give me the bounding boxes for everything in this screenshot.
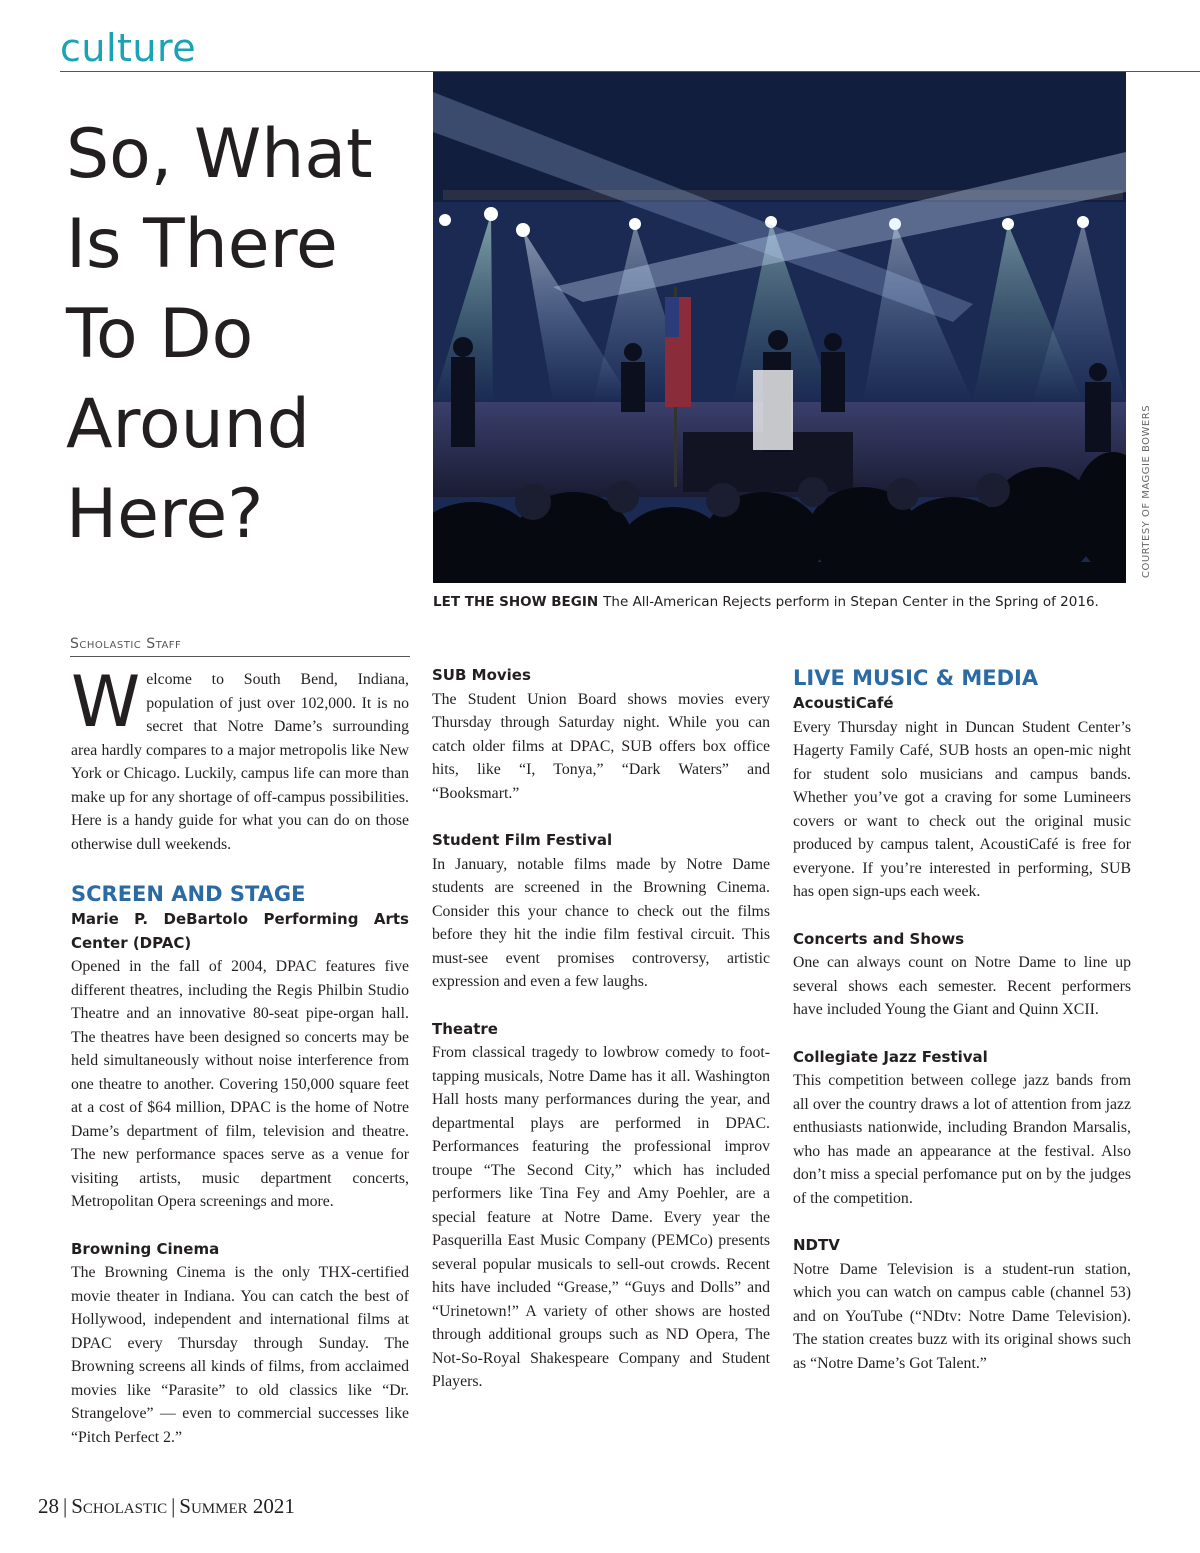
headline-line: Around	[66, 385, 310, 464]
paragraph-acousticafe: Every Thursday night in Duncan Student Center’s Hagerty Family Café, SUB hosts an open-mic night for student solo musicians and campus bands. Whether you’ve got a craving for some Lumineers covers or want to check out the original music produced by campus talent, AcoustiCafé is free for everyone. If you’re interested in performing, SUB has open sign-ups each week.	[793, 718, 1131, 900]
column-1	[71, 661, 409, 1449]
byline: Scholastic Staff	[70, 636, 410, 657]
subheading-sub-movies: SUB Movies	[432, 666, 531, 684]
page-footer: 28 | Scholastic | Summer 2021	[38, 1494, 295, 1518]
subheading-acousticafe: AcoustiCafé	[793, 694, 894, 712]
caption-text: The All-American Rejects perform in Stepan Center in the Spring of 2016.	[603, 594, 1099, 610]
paragraph-theatre: From classical tragedy to lowbrow comedy to foot-tapping musicals, Notre Dame has it all. Washington Hall hosts many performances during the year, and departmental plays are performed in DPAC. Performances featuring the professional improv troupe “The Second City,” which has included performers like Tina Fey and Amy Poehler, are a special feature at Notre Dame. Every year the Pasquerilla East Music Company (PEMCo) presents several popular musicals to sell-out crowds. Recent hits have included “Grease,” “Guys and Dolls” and “Urinetown!” A variety of other shows are hosted through additional groups such as ND Opera, The Not-So-Royal Shakespeare Company and Student Players.	[432, 1044, 770, 1390]
headline-line: Is There	[66, 205, 338, 284]
subheading-concerts: Concerts and Shows	[793, 929, 965, 948]
intro-text: elcome to South Bend, Indiana, population of just over 102,000. It is no secret that Notre Dame’s surrounding area hardly compares to a major metropolis like New York or Chicago. Luckily, campus life can more than make up for any shortage of off-campus possibilities. Here is a handy guide for what you can do on those otherwise dull weekends.	[71, 671, 409, 853]
issue-name: Summer 2021	[179, 1494, 295, 1518]
section-label: culture	[60, 26, 197, 70]
drop-cap: W	[71, 661, 141, 743]
paragraph-concerts: One can always count on Notre Dame to line up several shows each semester. Recent performers have included Young the Giant and Quinn XCII.	[793, 954, 1131, 1018]
subheading-jazz: Collegiate Jazz Festival	[793, 1047, 988, 1066]
headline-line: So, What	[66, 115, 373, 194]
concert-illustration	[433, 72, 1126, 583]
paragraph-browning: The Browning Cinema is the only THX-certified movie theater in Indiana. You can catch the best of Hollywood, independent and international films at DPAC every Thursday through Sunday. The Browning screens all kinds of films, from acclaimed movies like “Parasite” to old classics like “Dr. Strangelove” — even to commercial successes like “Pitch Perfect 2.”	[71, 1264, 409, 1446]
subheading-ndtv: NDTV	[793, 1236, 840, 1254]
page-number: 28	[38, 1494, 59, 1518]
photo-credit: COURTESY OF MAGGIE BOWERS	[1141, 404, 1152, 578]
subheading-film-festival: Student Film Festival	[432, 831, 613, 849]
paragraph-sub-movies: The Student Union Board shows movies every Thursday through Saturday night. While you can catch older films at DPAC, SUB offers box office hits, like “I, Tonya,” “Dark Waters” and “Booksmart.”	[432, 690, 770, 802]
paragraph-ndtv: Notre Dame Television is a student-run station, which you can watch on campus cable (channel 53) and on YouTube (“NDtv: Notre Dame Television). The station creates buzz with its original shows such as “Notre Dame’s Got Talent.”	[793, 1260, 1131, 1372]
photo-caption	[433, 594, 1153, 610]
subheading-browning: Browning Cinema	[71, 1239, 220, 1258]
intro-paragraph	[71, 661, 409, 856]
column-2	[432, 664, 770, 1394]
subheading-theatre: Theatre	[432, 1019, 498, 1038]
caption-lead: LET THE SHOW BEGIN	[433, 594, 599, 610]
section-heading-live-music: LIVE MUSIC & MEDIA	[793, 666, 1039, 690]
section-heading-screen-stage: SCREEN AND STAGE	[71, 882, 306, 906]
column-3	[793, 664, 1131, 1375]
headline	[66, 110, 421, 560]
publication-name: Scholastic	[71, 1494, 168, 1518]
paragraph-film-festival: In January, notable films made by Notre Dame students are screened in the Browning Cinema. Consider this your chance to check out the films before they hit the indie film festival circuit. This must-see event promises controversy, artistic expression and even a few laughs.	[432, 855, 770, 990]
paragraph-dpac: Opened in the fall of 2004, DPAC features five different theatres, including the Regis Philbin Studio Theatre and an innovative 80-seat pipe-organ hall. The theatres have been designed so concerts may be held simultaneously without noise interference from one theatre to another. Covering 150,000 square feet at a cost of $64 million, DPAC is the home of Notre Dame’s department of film, television and theatre. The new performance spaces serve as a venue for visiting artists, music department concerts, Metropolitan Opera screenings and more.	[71, 958, 409, 1210]
paragraph-jazz: This competition between college jazz bands from all over the country draws a lot of attention from jazz enthusiasts nationwide, including Brandon Marsalis, who has made an appearance at the festival. Also don’t miss a special perfomance put on by the judges of the competition.	[793, 1072, 1131, 1207]
subheading-dpac: Marie P. DeBartolo Performing Arts Center (DPAC)	[71, 910, 409, 952]
concert-photo	[433, 72, 1126, 583]
headline-line: To Do	[66, 295, 254, 374]
headline-line: Here?	[66, 475, 264, 554]
